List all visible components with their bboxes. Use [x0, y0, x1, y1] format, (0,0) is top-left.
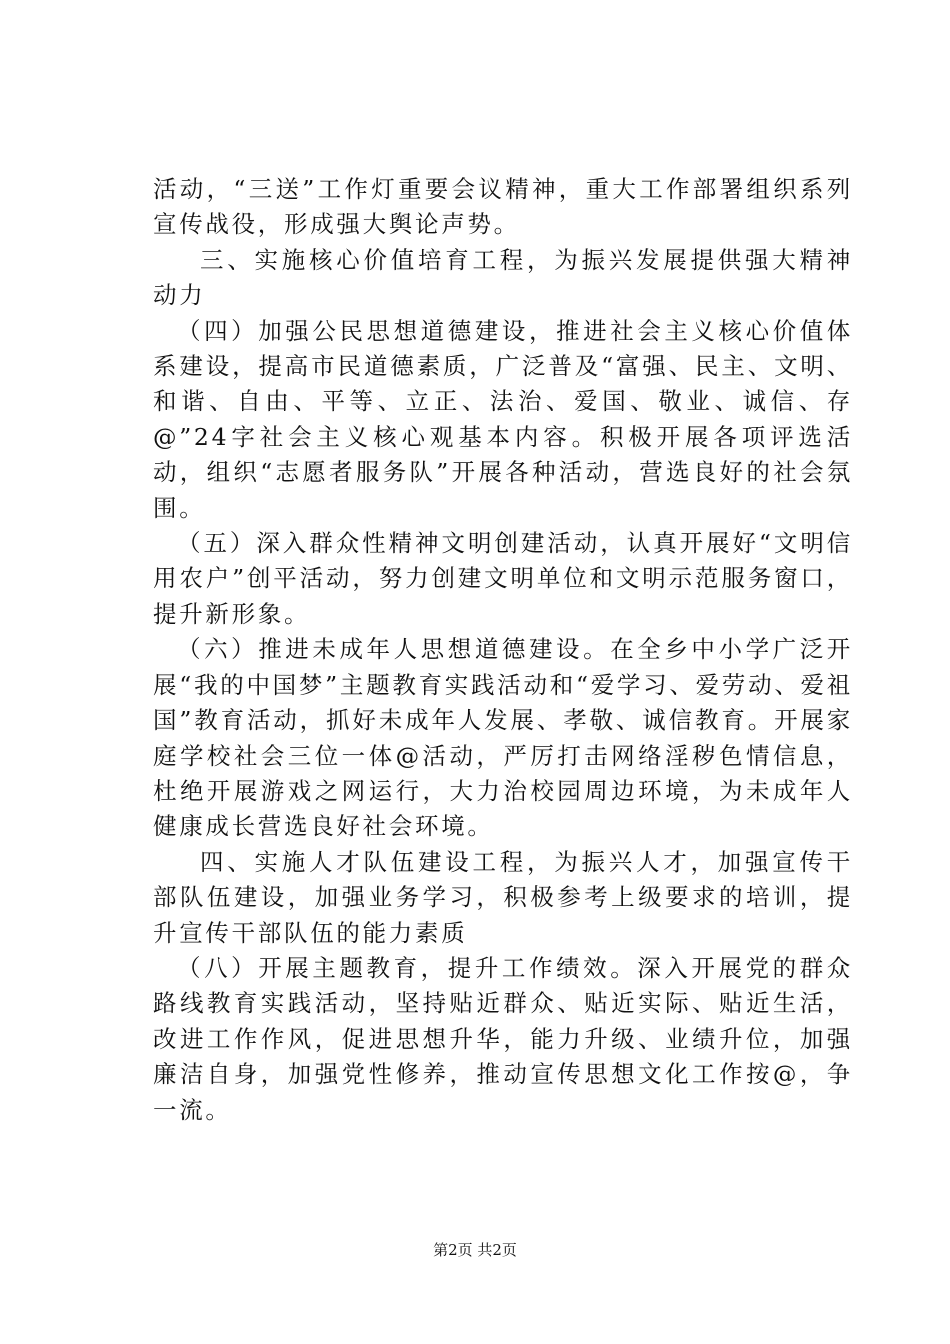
document-body [153, 172, 853, 1128]
paragraph-item-8: （八）开展主题教育，提升工作绩效。深入开展党的群众路线教育实践活动，坚持贴近群众、贴近实际、贴近生活，改进工作作风，促进思想升华，能力升级、业绩升位，加强廉洁自身，加强党性修养，推动宣传思想文化工作按@，争一流。 [153, 953, 853, 1124]
page-number-footer: 第2页 共2页 [433, 1241, 517, 1259]
paragraph-item-5: （五）深入群众性精神文明创建活动，认真开展好“文明信用农户”创平活动，努力创建文明单位和文明示范服务窗口，提升新形象。 [153, 529, 853, 628]
section-heading-3: 三、实施核心价值培育工程，为振兴发展提供强大精神动力 [153, 245, 853, 310]
paragraph-item-4: （四）加强公民思想道德建设，推进社会主义核心价值体系建设，提高市民道德素质，广泛普及“富强、民主、文明、和谐、自由、平等、立正、法治、爱国、敬业、诚信、存@”24字社会主义核心观基本内容。积极开展各项评选活动，组织“志愿者服务队”开展各种活动，营选良好的社会氛围。 [153, 316, 853, 522]
section-heading-4: 四、实施人才队伍建设工程，为振兴人才，加强宣传干部队伍建设，加强业务学习，积极参考上级要求的培训，提升宣传干部队伍的能力素质 [153, 847, 853, 947]
paragraph-item-6: （六）推进未成年人思想道德建设。在全乡中小学广泛开展“我的中国梦”主题教育实践活动和“爱学习、爱劳动、爱祖国”教育活动，抓好未成年人发展、孝敬、诚信教育。开展家庭学校社会三位一体@活动，严厉打击网络淫秽色情信息，杜绝开展游戏之网运行，大力治校园周边环境，为未成年人健康成长营选良好社会环境。 [153, 635, 853, 841]
paragraph-continuation: 活动，“三送”工作灯重要会议精神，重大工作部署组织系列宣传战役，形成强大舆论声势。 [153, 175, 853, 239]
